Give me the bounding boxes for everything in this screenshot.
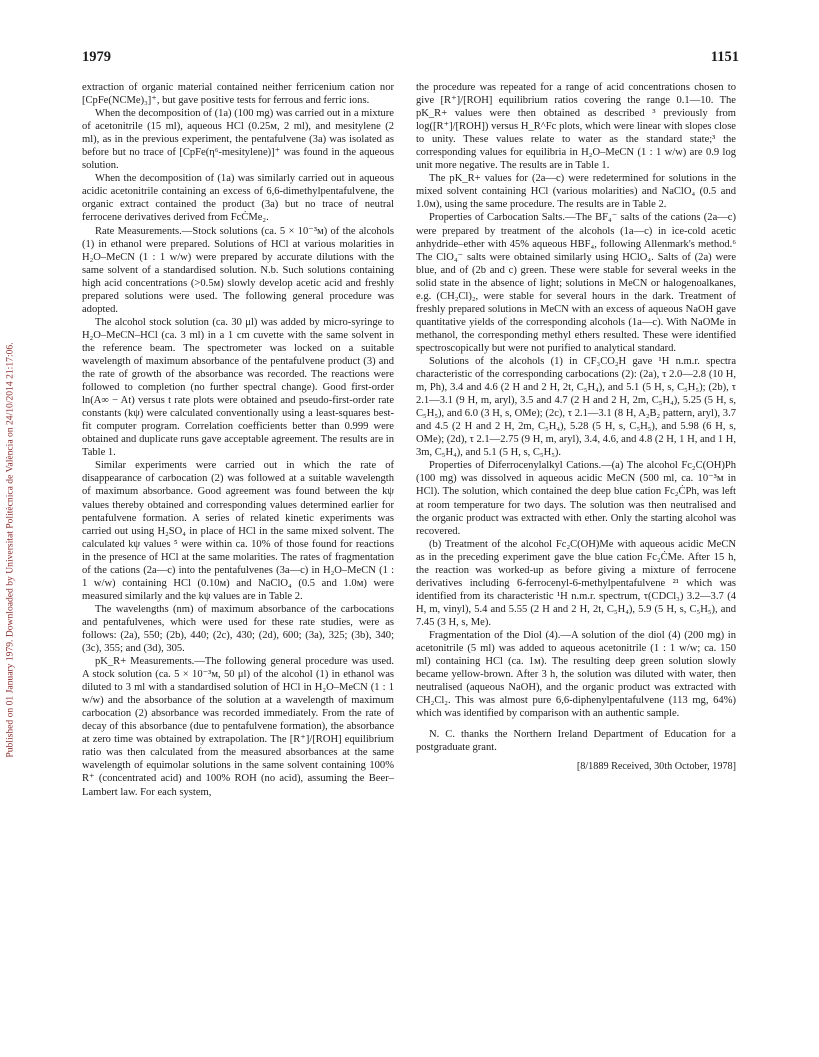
paragraph: Rate Measurements.—Stock solutions (ca. 5 × 10⁻³м) of the alcohols (1) in ethanol were prepared. Solutions of HCl at various molarities in H₂O–MeCN (1 : 1 w/w) were prepared by accurate dilutions with the same solvent of a standardised solution. N.b. Such solutions containing high acid concentrations (>0.5м) slowly develop acetic acid and freshly prepared solutions were used. The following general procedure was adopted. <box>82 225 394 315</box>
page-number: 1151 <box>710 49 739 65</box>
paragraph: Similar experiments were carried out in which the rate of disappearance of carbocation (2) was followed at a suitable wavelength of maximum absorbance. Good agreement was found between the kψ values thereby obtained and corresponding values determined earlier for pentafulvene formation. A series of related kinetic experiments was carried out using H₂SO₄ in place of HCl in the same mixed solvent. The calculated kψ values ⁵ were within ca. 10% of those found for reactions in the presence of HCl at the same molarities. The rates of fragmentation of the cations (2a—c) into the pentafulvenes (3a—c) in H₂O–MeCN (1 : 1 w/w) containing HCl (0.10м) and NaClO₄ (0.5 and 1.0м) were measured similarly and the kψ values are in Table 2. <box>82 460 394 602</box>
paragraph: (b) Treatment of the alcohol Fc₂C(OH)Me with aqueous acidic MeCN as in the preceding experiment gave the blue cation Fc₂ĊMe. After 15 h, the reaction was worked-up as before giving a mixture of ferrocene derivatives including 6-ferrocenyl-6-methylpentafulvene ²¹ which was identified from its characteristic ¹H n.m.r. spectrum, τ(CDCl₃) 3.2—3.7 (4 H, m, vinyl), 5.4 and 5.55 (2 H and 2 H, 2t, C₅H₄), 5.9 (5 H, s, C₅H₅), and 7.45 (3 H, s, Me). <box>416 538 736 628</box>
download-notice <box>0 170 20 930</box>
spacer <box>416 720 736 728</box>
paragraph: the procedure was repeated for a range of acid concentrations chosen to give [R⁺]/[ROH] equilibrium ratios covering the range 0.1—10. The pK_R+ values were then obtained as described ³ previously from log([R⁺]/[ROH]) versus H_R^Fc plots, which were linear with slopes close to unity. These values relate to water as the standard state;³ the corresponding values for equilibria in H₂O–MeCN (1 : 1 w/w) are 0.9 log unit more negative. The results are in Table 1. <box>416 82 736 172</box>
paragraph: Properties of Carbocation Salts.—The BF₄⁻ salts of the cations (2a—c) were prepared by treatment of the alcohols (1a—c) in ice-cold acetic anhydride–ether with 45% aqueous HBF₄, following Allenmark's method.⁶ The ClO₄⁻ salts were obtained similarly using HClO₄. Salts of (2a) were blue, and of (2b and c) green. These were stable for several weeks in the solid state in the absence of light; solutions in MeCN or halogenoalkanes, e.g. (CH₂Cl)₂, were stable for several hours in the dark. Treatment of freshly prepared solutions in MeCN with an excess of aqueous NaOH gave quantitative yields of the corresponding alcohols (1a—c). With NaOMe in methanol, the corresponding methyl ethers resulted. These were identified spectroscopically but were not purified to analytical standard. <box>416 212 736 354</box>
left-column <box>82 81 394 799</box>
paragraph: pK_R+ Measurements.—The following general procedure was used. A stock solution (ca. 5 × 10⁻³м, 50 μl) of the alcohol (1) in ethanol was diluted to 3 ml with a standardised solution of HCl in H₂O–MeCN (1 : 1 w/w) and the absorbance of the solution at a wavelength of maximum carbocation (2) absorbance was recorded immediately. From the rate of decay of this absorbance (due to pentafulvene formation), the absorbance at zero time was obtained by extrapolation. The [R⁺]/[ROH] equilibrium ratio was then calculated from the measured absorbances at the same wavelength of equimolar solutions in the same solvent containing 100% R⁺ (concentrated acid) and 100% ROH (no acid), assuming the Beer–Lambert law. For each system, <box>82 656 394 798</box>
right-column <box>416 81 736 773</box>
paragraph: extraction of organic material contained neither ferricenium cation nor [CpFe(NCMe)₃]⁺, but gave positive tests for ferrous and ferric ions. <box>82 82 394 107</box>
journal-year: 1979 <box>82 49 111 65</box>
paragraph: The pK_R+ values for (2a—c) were redetermined for solutions in the mixed solvent containing HCl (various molarities) and NaClO₄ (0.5 and 1.0м), using the same procedure. The results are in Table 2. <box>416 173 736 211</box>
acknowledgement: N. C. thanks the Northern Ireland Department of Education for a postgraduate grant. <box>416 729 736 754</box>
paragraph: When the decomposition of (1a) (100 mg) was carried out in a mixture of acetonitrile (15 ml), aqueous HCl (0.25м, 2 ml), and mesitylene (2 ml), as in the previous experiment, the pentafulvene (3a) was isolated as before but no trace of [CpFe(η⁶-mesitylene)]⁺ was found in the aqueous solution. <box>82 108 394 172</box>
paragraph: Fragmentation of the Diol (4).—A solution of the diol (4) (200 mg) in acetonitrile (5 ml) was added to aqueous acetonitrile (1 : 1 w/w; ca. 150 ml) containing HCl (ca. 1м). The resulting deep green solution slowly became yellow-brown. After 3 h, the solution was diluted with water, then neutralised (aqueous NaOH), and the organic product was extracted with CH₂Cl₂. This was almost pure 6,6-diphenylpentafulvene (113 mg, 64%) which was identified by comparison with an authentic sample. <box>416 629 736 720</box>
paragraph: The wavelengths (nm) of maximum absorbance of the carbocations and pentafulvenes, which were used for these rate studies, were as follows: (2a), 550; (2b), 440; (2c), 430; (2d), 600; (3a), 325; (3b), 340; (3c), 355; and (3d), 305. <box>82 603 394 655</box>
download-notice-text: Published on 01 January 1979. Downloaded by Universitat Politècnica de València on 24/10/2014 21:17:06. <box>4 342 16 758</box>
page-header <box>82 49 739 69</box>
paragraph: Solutions of the alcohols (1) in CF₃CO₂H gave ¹H n.m.r. spectra characteristic of the corresponding carbocations (2): (2a), τ 2.0—2.8 (10 H, m, Ph), 3.4 and 4.6 (2 H and 2 H, 2t, C₅H₄), and 5.1 (5 H, s, C₅H₅); (2b), τ 2.1—3.1 (9 H, m, aryl), 3.5 and 4.7 (2 H and 2 H, 2m, C₅H₄), 5.25 (5 H, s, C₅H₅), and 6.0 (3 H, s, OMe); (2c), τ 2.1—3.1 (8 H, A₂B₂ pattern, aryl), 3.7 and 4.5 (2 H and 2 H, 2m, C₅H₄), 5.28 (5 H, s, C₅H₅), and 5.98 (6 H, s, OMe); (2d), τ 2.1—2.75 (9 H, m, aryl), 3.4, 4.6, and 4.8 (2 H, 1 H, and 1 H, 3m, C₅H₄), and 5.1 (5 H, s, C₅H₅). <box>416 355 737 459</box>
paragraph: When the decomposition of (1a) was similarly carried out in aqueous acidic acetonitrile containing an excess of 6,6-dimethylpentafulvene, the organic extract contained the product (3a) but no trace of neutral ferrocene derivatives derived from FcĊMe₂. <box>82 173 394 224</box>
paragraph: The alcohol stock solution (ca. 30 μl) was added by micro-syringe to H₂O–MeCN–HCl (ca. 3 ml) in a 1 cm cuvette with the same solvent in the reference beam. The spectrometer was locked on a suitable wavelength of maximum absorbance of the pentafulvene product (3) and the rate of growth of the absorbance was recorded. The reactions were followed to completion (no further spectral change). Good first-order ln(A∞ − At) versus t rate plots were obtained and pseudo-first-order rate constants (kψ) were calculated conventionally using a least-squares best-fit computer program. Correlation coefficients better than 0.999 were obtained and duplicate runs gave acceptable agreement. The results are in Table 1. <box>82 316 394 459</box>
paragraph: Properties of Diferrocenylalkyl Cations.—(a) The alcohol Fc₂C(OH)Ph (100 mg) was dissolved in aqueous acidic MeCN (500 ml, ca. 10⁻³м in HCl). The solution, which contained the deep blue cation Fc₂ĊPh, was left at room temperature for two days. The solution was then neutralised and the organic product was extracted with ether. Only the starting alcohol was recovered. <box>416 460 736 537</box>
received-date: [8/1889 Received, 30th October, 1978] <box>576 761 736 773</box>
